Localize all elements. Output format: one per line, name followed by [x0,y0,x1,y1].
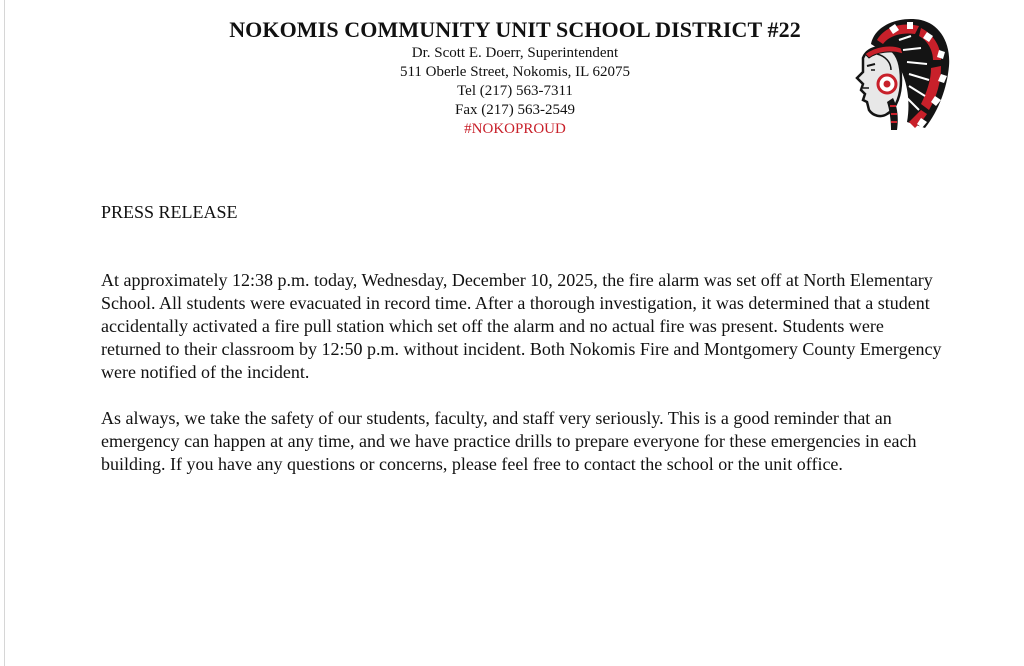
address-line: 511 Oberle Street, Nokomis, IL 62075 [399,64,631,80]
district-name: NOKOMIS COMMUNITY UNIT SCHOOL DISTRICT #22 [229,17,801,42]
body-paragraph: As always, we take the safety of our students, faculty, and staff very seriously. This is a good reminder that an emergency can happen at any time, and we have practice drills to prepare everyone for these emergencies in each building. If you have any questions or concerns, please feel free to contact the school or the unit office. [101,408,917,474]
superintendent-line: Dr. Scott E. Doerr, Superintendent [411,45,619,61]
letterhead [205,16,825,139]
document-page [4,0,1024,666]
telephone-line: Tel (217) 563-7311 [457,83,573,99]
press-release-heading: PRESS RELEASE [101,202,238,222]
body-paragraph: At approximately 12:38 p.m. today, Wednesday, December 10, 2025, the fire alarm was set off at North Elementary School. All students were evacuated in record time. After a thorough investigation, it was determined that a student accidentally activated a fire pull station which set off the alarm and no actual fire was present. Students were returned to their classroom by 12:50 p.m. without incident. Both Nokomis Fire and Montgomery County Emergency were notified of the incident. [101,270,942,382]
fax-line: Fax (217) 563-2549 [455,102,575,118]
ear-ornament [878,75,896,93]
headdress-mascot-icon [841,14,953,134]
hashtag: #NOKOPROUD [464,121,566,137]
